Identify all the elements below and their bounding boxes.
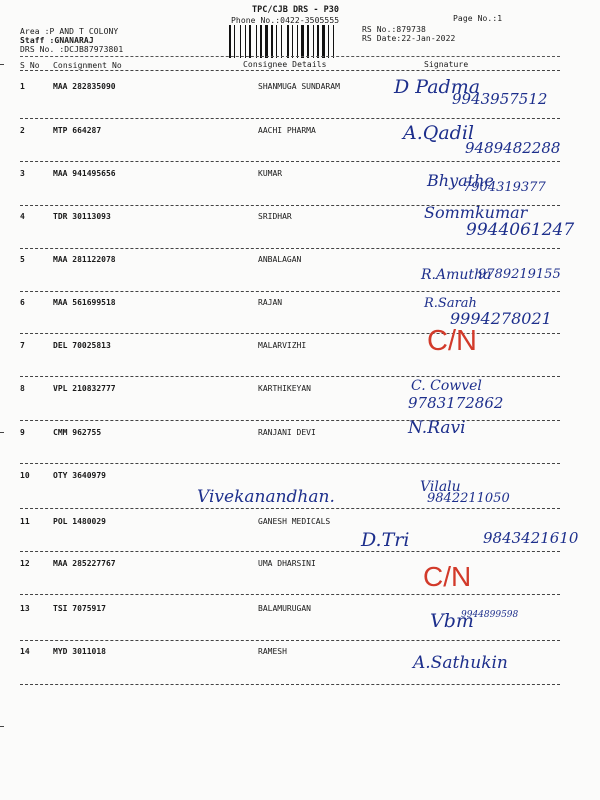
row-consignment: MAA 561699518 (53, 298, 116, 307)
row-signature: C. Cowvel (411, 378, 482, 394)
barcode-bar (287, 25, 289, 58)
row-consignment: MAA 282835090 (53, 82, 116, 91)
barcode-bar (333, 25, 334, 58)
row-divider (20, 463, 560, 464)
barcode-bar (297, 25, 298, 58)
row-signature-phone: 7904319377 (463, 180, 546, 195)
barcode-bar (256, 25, 257, 58)
row-signature: Vbm (430, 610, 474, 632)
row-divider (20, 161, 560, 162)
barcode-bar (258, 25, 259, 58)
table-row (0, 600, 600, 643)
barcode-bar (330, 25, 332, 58)
row-divider (20, 640, 560, 641)
rs-number: RS No.:879738 (362, 25, 426, 34)
barcode-bar (305, 25, 306, 58)
barcode-bar (294, 25, 296, 58)
margin-tick (0, 64, 4, 65)
row-divider (20, 248, 560, 249)
row-divider (20, 333, 560, 334)
row-consignee: SHANMUGA SUNDARAM (258, 82, 340, 91)
row-consignment: MYD 3011018 (53, 647, 106, 656)
barcode-bar (326, 25, 327, 58)
row-consignee: MALARVIZHI (258, 341, 307, 350)
row-signature: Sommkumar (424, 203, 528, 222)
barcode-bar (335, 25, 337, 58)
row-consignee: ANBALAGAN (258, 255, 302, 264)
row-consignment: MAA 285227767 (53, 559, 116, 568)
row-signature: Bhyathe (427, 171, 494, 190)
row-divider (20, 508, 560, 509)
barcode-bar (307, 25, 309, 58)
row-consignment: TDR 30113093 (53, 212, 111, 221)
page-number: Page No.:1 (453, 14, 503, 23)
barcode-bar (290, 25, 291, 58)
row-signature-phone: 9783172862 (408, 394, 504, 412)
row-signature-phone: 9489482288 (465, 139, 561, 157)
barcode-bar (328, 25, 329, 58)
row-sno: 3 (20, 169, 25, 178)
row-consignee: BALAMURUGAN (258, 604, 311, 613)
barcode-bar (278, 25, 280, 58)
row-consignee: AACHI PHARMA (258, 126, 316, 135)
barcode-bar (320, 25, 321, 58)
table-row (0, 555, 600, 598)
table-row (0, 513, 600, 556)
barcode-bar (315, 25, 316, 58)
table-row (0, 418, 600, 467)
row-signature-phone: 9843421610 (483, 529, 579, 547)
table-row (0, 325, 600, 380)
row-signature: Vilalu (420, 479, 461, 495)
handwritten-note: Vivekanandhan. (197, 487, 335, 507)
row-sno: 8 (20, 384, 25, 393)
row-sno: 12 (20, 559, 30, 568)
barcode-bar (245, 25, 246, 58)
row-sno: 1 (20, 82, 25, 91)
row-signature-phone: 9842211050 (427, 491, 510, 506)
row-sno: 13 (20, 604, 30, 613)
row-signature: D.Tri (361, 529, 410, 551)
barcode-bar (292, 25, 293, 58)
barcode-bar (299, 25, 300, 58)
row-signature: R.Sarah (424, 296, 477, 311)
header-divider (20, 56, 560, 57)
row-consignment: CMM 962755 (53, 428, 102, 437)
row-signature: R.Amutha (421, 267, 492, 283)
row-sno: 2 (20, 126, 25, 135)
row-signature: C/N (423, 561, 472, 592)
table-row (0, 251, 600, 294)
barcode-bar (247, 25, 248, 58)
row-consignee: UMA DHARSINI (258, 559, 316, 568)
barcode-bar (317, 25, 319, 58)
barcode-bar (265, 25, 268, 58)
row-divider (20, 118, 560, 119)
row-consignee: RAJAN (258, 298, 283, 307)
row-sno: 7 (20, 341, 25, 350)
col-consignment: Consignment No (53, 61, 122, 70)
row-consignment: POL 1480029 (53, 517, 106, 526)
row-sno: 10 (20, 471, 30, 480)
row-consignment: DEL 70025813 (53, 341, 111, 350)
table-row (0, 643, 600, 686)
row-consignee: GANESH MEDICALS (258, 517, 331, 526)
row-divider (20, 594, 560, 595)
row-consignment: MAA 941495656 (53, 169, 116, 178)
row-sno: 6 (20, 298, 25, 307)
row-divider (20, 551, 560, 552)
col-consignee: Consignee Details (243, 60, 327, 69)
barcode-bar (236, 25, 239, 58)
barcode-bar (274, 25, 275, 58)
row-sno: 4 (20, 212, 25, 221)
col-sno: S No (20, 61, 40, 70)
barcode-bar (310, 25, 312, 58)
rs-date: RS Date:22-Jan-2022 (362, 34, 456, 43)
row-signature-phone: 9943957512 (452, 90, 548, 108)
area-label: Area :P AND T COLONY (20, 27, 119, 36)
barcode-bar (249, 25, 251, 58)
barcode-bar (322, 25, 325, 58)
row-consignment: MAA 281122078 (53, 255, 116, 264)
row-signature: N.Ravi (408, 418, 466, 438)
row-signature-phone: 9944899598 (461, 610, 519, 620)
barcode-bar (260, 25, 262, 58)
table-row (0, 165, 600, 208)
row-sno: 5 (20, 255, 25, 264)
margin-tick (0, 726, 4, 727)
row-signature-phone: 9944061247 (466, 220, 575, 240)
barcode-bar (269, 25, 270, 58)
row-signature-phone: 9789219155 (478, 267, 561, 282)
row-signature: D Padma (394, 76, 481, 98)
phone-number: Phone No.:0422-3505555 (231, 16, 340, 25)
barcode-bar (242, 25, 244, 58)
row-sno: 11 (20, 517, 30, 526)
row-consignee: RAMESH (258, 647, 287, 656)
table-row (0, 122, 600, 165)
barcode-bar (281, 25, 282, 58)
table-row (0, 78, 600, 121)
row-divider (20, 684, 560, 685)
barcode-bar (234, 25, 235, 58)
table-row (0, 203, 600, 251)
document-title: TPC/CJB DRS - P30 (252, 5, 339, 15)
column-header-divider (20, 70, 560, 71)
barcode-bar (271, 25, 273, 58)
row-consignment: VPL 210832777 (53, 384, 116, 393)
barcode-bar (232, 25, 233, 58)
barcode-bar (283, 25, 286, 58)
barcode-bar (229, 25, 231, 58)
row-consignment: OTY 3640979 (53, 471, 106, 480)
row-signature: C/N (427, 325, 477, 357)
row-divider (20, 420, 560, 421)
row-consignment: TSI 7075917 (53, 604, 106, 613)
barcode-image (229, 25, 355, 58)
staff-label: Staff :GNANARAJ (20, 36, 94, 45)
row-divider (20, 376, 560, 377)
row-signature: A.Sathukin (413, 653, 508, 673)
col-signature: Signature (424, 60, 469, 69)
row-divider (20, 291, 560, 292)
table-row (0, 380, 600, 423)
row-consignee: RANJANI DEVI (258, 428, 316, 437)
barcode-bar (301, 25, 304, 58)
margin-tick (0, 432, 4, 433)
row-signature-phone: 9994278021 (450, 309, 552, 328)
row-consignee: KUMAR (258, 169, 283, 178)
table-row (0, 294, 600, 337)
row-sno: 14 (20, 647, 30, 656)
row-consignment: MTP 664287 (53, 126, 102, 135)
barcode-bar (252, 25, 255, 58)
row-signature: A.Qadil (403, 122, 474, 144)
barcode-bar (263, 25, 264, 58)
row-consignee: SRIDHAR (258, 212, 292, 221)
barcode-bar (313, 25, 314, 58)
barcode-bar (276, 25, 277, 58)
row-consignee: KARTHIKEYAN (258, 384, 311, 393)
row-sno: 9 (20, 428, 25, 437)
drs-number: DRS No. :DCJB87973801 (20, 45, 124, 54)
barcode-bar (240, 25, 241, 58)
